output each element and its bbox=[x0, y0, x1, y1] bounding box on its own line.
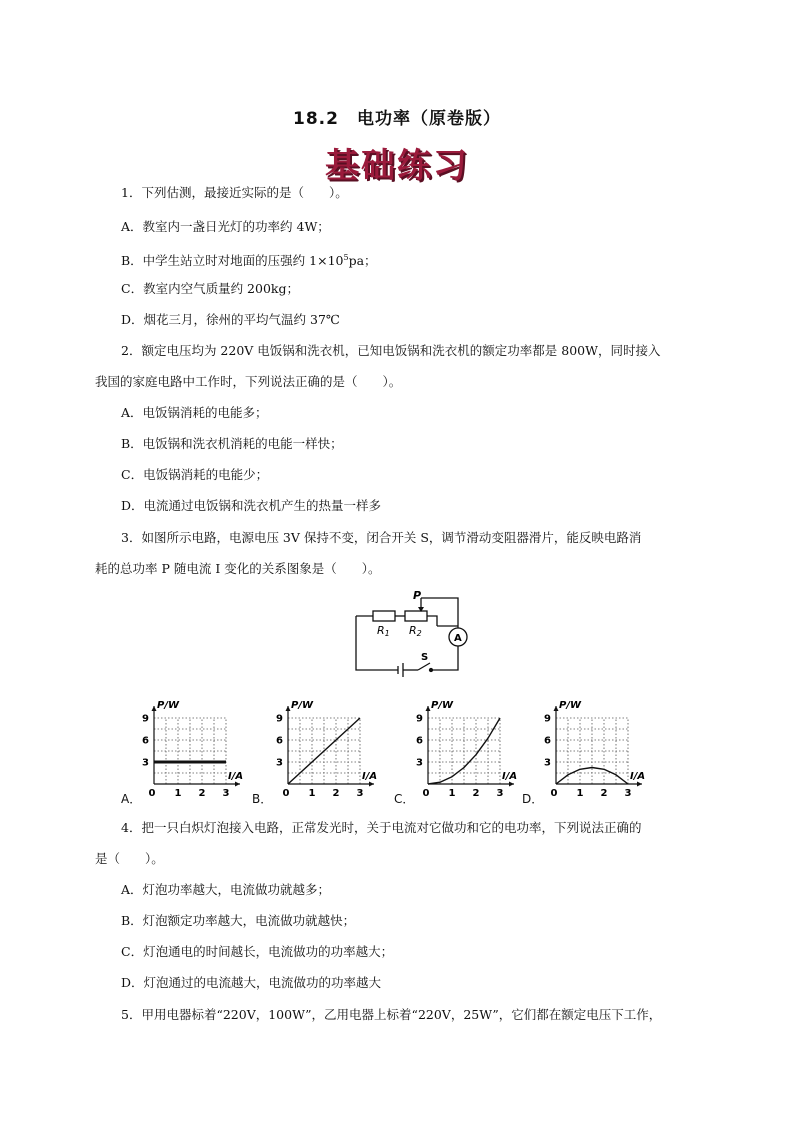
q2-stem-line2: 我国的家庭电路中工作时，下列说法正确的是（ ）。 bbox=[95, 374, 402, 389]
q4-option-d: D．灯泡通过的电流越大，电流做功的功率越大 bbox=[121, 975, 382, 990]
q4-option-a: A．灯泡功率越大，电流做功就越多； bbox=[121, 882, 331, 897]
y-tick-label: 3 bbox=[544, 757, 551, 769]
graph-d bbox=[540, 698, 652, 800]
graph-c bbox=[412, 698, 524, 800]
y-axis-arrow bbox=[152, 706, 157, 711]
x-tick-label: 2 bbox=[600, 788, 608, 799]
y-tick-label: 6 bbox=[276, 735, 283, 747]
graph-label-c: C． bbox=[394, 792, 415, 806]
circuit-diagram bbox=[340, 588, 480, 680]
q1-option-c: C．教室内空气质量约 200kg； bbox=[121, 281, 299, 296]
graph-label-a: A． bbox=[121, 792, 142, 806]
q1-stem: 1．下列估测，最接近实际的是（ ）。 bbox=[121, 185, 348, 200]
graph-b bbox=[272, 698, 384, 800]
q1-option-b-text: B．中学生站立时对地面的压强约 1×10 bbox=[121, 253, 344, 268]
x-tick-label: 0 bbox=[422, 788, 430, 799]
x-tick-label: 3 bbox=[356, 788, 364, 799]
y-tick-label: 9 bbox=[276, 713, 283, 725]
x-axis-arrow bbox=[637, 782, 642, 787]
r1-letter: R bbox=[377, 624, 385, 637]
switch-label: S bbox=[421, 652, 429, 663]
slider-label: P bbox=[413, 589, 422, 602]
x-axis-label: I/A bbox=[502, 771, 518, 782]
q3-stem-line2: 耗的总功率 P 随电流 I 变化的关系图象是（ ）。 bbox=[95, 561, 381, 576]
graph-label-d: D． bbox=[522, 792, 544, 806]
y-axis-arrow bbox=[286, 706, 291, 711]
q4-option-c: C．灯泡通电的时间越长，电流做功的功率越大； bbox=[121, 944, 394, 959]
y-axis-label: P/W bbox=[291, 700, 314, 711]
y-tick-label: 9 bbox=[544, 713, 551, 725]
y-tick-label: 3 bbox=[142, 757, 149, 769]
y-tick-label: 3 bbox=[416, 757, 423, 769]
x-tick-label: 1 bbox=[448, 788, 456, 799]
x-tick-label: 1 bbox=[576, 788, 584, 799]
y-axis-label: P/W bbox=[431, 700, 454, 711]
x-axis-arrow bbox=[235, 782, 240, 787]
q1-option-d: D．烟花三月，徐州的平均气温约 37℃ bbox=[121, 312, 340, 327]
ammeter-label: A bbox=[454, 633, 462, 644]
r2-label bbox=[409, 624, 422, 638]
graph-a bbox=[138, 698, 250, 800]
q1-option-b-unit: pa； bbox=[348, 253, 377, 268]
q4-stem-line2: 是（ ）。 bbox=[95, 851, 164, 866]
q4-option-b: B．灯泡额定功率越大，电流做功就越快； bbox=[121, 913, 356, 928]
y-axis-label: P/W bbox=[559, 700, 582, 711]
y-tick-label: 3 bbox=[276, 757, 283, 769]
resistor-r1 bbox=[373, 611, 395, 621]
switch-s bbox=[418, 663, 430, 670]
x-tick-label: 1 bbox=[174, 788, 182, 799]
x-axis-label: I/A bbox=[362, 771, 378, 782]
r2-letter: R bbox=[409, 624, 417, 637]
y-tick-label: 6 bbox=[544, 735, 551, 747]
x-tick-label: 0 bbox=[550, 788, 558, 799]
document-title: 18.2 电功率（原卷版） bbox=[293, 109, 501, 129]
resistor-r2 bbox=[405, 611, 427, 621]
q2-option-d: D．电流通过电饭锅和洗衣机产生的热量一样多 bbox=[121, 498, 382, 513]
x-axis-label: I/A bbox=[630, 771, 646, 782]
r2-subscript: 2 bbox=[416, 629, 422, 638]
x-tick-label: 2 bbox=[332, 788, 340, 799]
q1-option-b-exponent: 5 bbox=[343, 253, 349, 262]
q1-option-b bbox=[121, 250, 377, 269]
x-tick-label: 3 bbox=[222, 788, 230, 799]
y-axis-arrow bbox=[554, 706, 559, 711]
y-tick-label: 6 bbox=[416, 735, 423, 747]
y-tick-label: 9 bbox=[142, 713, 149, 725]
q1-option-a: A．教室内一盏日光灯的功率约 4W； bbox=[121, 219, 330, 234]
x-tick-label: 3 bbox=[496, 788, 504, 799]
q4-stem-line1: 4．把一只白炽灯泡接入电路，正常发光时，关于电流对它做功和它的电功率，下列说法正确的 bbox=[121, 820, 642, 835]
section-banner: 基础练习 bbox=[325, 146, 469, 186]
graph-label-b: B． bbox=[252, 792, 273, 806]
x-tick-label: 0 bbox=[148, 788, 156, 799]
q2-option-b: B．电饭锅和洗衣机消耗的电能一样快； bbox=[121, 436, 343, 451]
x-tick-label: 3 bbox=[624, 788, 632, 799]
q2-stem-line1: 2．额定电压均为 220V 电饭锅和洗衣机，已知电饭锅和洗衣机的额定功率都是 800W，同时接入 bbox=[121, 343, 661, 358]
x-tick-label: 0 bbox=[282, 788, 290, 799]
y-axis-label: P/W bbox=[157, 700, 180, 711]
y-tick-label: 9 bbox=[416, 713, 423, 725]
x-tick-label: 2 bbox=[472, 788, 480, 799]
x-tick-label: 2 bbox=[198, 788, 206, 799]
x-axis-label: I/A bbox=[228, 771, 244, 782]
r1-label bbox=[377, 624, 390, 638]
y-axis-arrow bbox=[426, 706, 431, 711]
q3-stem-line1: 3．如图所示电路，电源电压 3V 保持不变，闭合开关 S，调节滑动变阻器滑片，能反映电路消 bbox=[121, 530, 642, 545]
q5-stem-line1: 5．甲用电器标着“220V，100W”，乙用电器上标着“220V，25W”，它们都在额定电压下工作， bbox=[121, 1007, 662, 1022]
y-tick-label: 6 bbox=[142, 735, 149, 747]
q2-option-c: C．电饭锅消耗的电能少； bbox=[121, 467, 269, 482]
r1-subscript: 1 bbox=[384, 629, 390, 638]
x-axis-arrow bbox=[509, 782, 514, 787]
x-tick-label: 1 bbox=[308, 788, 316, 799]
x-axis-arrow bbox=[369, 782, 374, 787]
q2-option-a: A．电饭锅消耗的电能多； bbox=[121, 405, 268, 420]
